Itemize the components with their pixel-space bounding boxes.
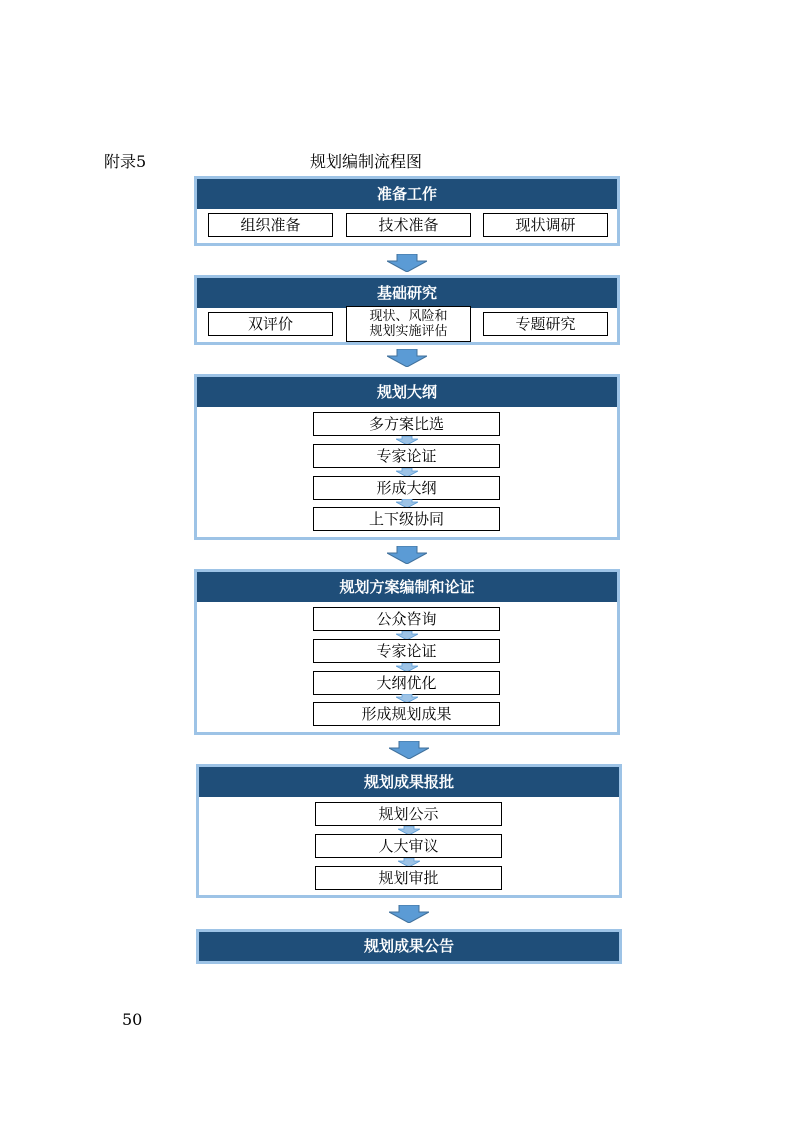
stage-header: 规划成果公告 bbox=[199, 932, 619, 961]
down-arrow-icon bbox=[389, 905, 429, 923]
process-box: 规划审批 bbox=[315, 866, 502, 890]
process-box: 双评价 bbox=[208, 312, 333, 336]
process-box: 公众咨询 bbox=[313, 607, 500, 631]
process-box: 上下级协同 bbox=[313, 507, 500, 531]
stage-header: 规划大纲 bbox=[197, 377, 617, 407]
down-arrow-icon bbox=[387, 546, 427, 564]
process-box: 专家论证 bbox=[313, 639, 500, 663]
process-box: 现状调研 bbox=[483, 213, 608, 237]
process-box: 形成规划成果 bbox=[313, 702, 500, 726]
box-line: 现状、风险和 bbox=[369, 309, 448, 324]
stage-header: 基础研究 bbox=[197, 278, 617, 308]
appendix-label: 附录5 bbox=[104, 152, 147, 171]
process-box: 专家论证 bbox=[313, 444, 500, 468]
stage-announcement bbox=[196, 929, 622, 964]
process-box: 多方案比选 bbox=[313, 412, 500, 436]
page-number: 50 bbox=[122, 1010, 143, 1029]
stage-header: 规划方案编制和论证 bbox=[197, 572, 617, 602]
down-arrow-icon bbox=[389, 741, 429, 759]
stage-header: 准备工作 bbox=[197, 179, 617, 209]
down-arrow-icon bbox=[387, 349, 427, 367]
stage-header: 规划成果报批 bbox=[199, 767, 619, 797]
process-box-two-line bbox=[346, 306, 471, 342]
box-line: 规划实施评估 bbox=[369, 324, 448, 339]
process-box: 人大审议 bbox=[315, 834, 502, 858]
process-box: 形成大纲 bbox=[313, 476, 500, 500]
process-box: 规划公示 bbox=[315, 802, 502, 826]
process-box: 专题研究 bbox=[483, 312, 608, 336]
page-title: 规划编制流程图 bbox=[310, 152, 423, 171]
down-arrow-icon bbox=[387, 254, 427, 272]
process-box: 组织准备 bbox=[208, 213, 333, 237]
process-box: 技术准备 bbox=[346, 213, 471, 237]
process-box: 大纲优化 bbox=[313, 671, 500, 695]
